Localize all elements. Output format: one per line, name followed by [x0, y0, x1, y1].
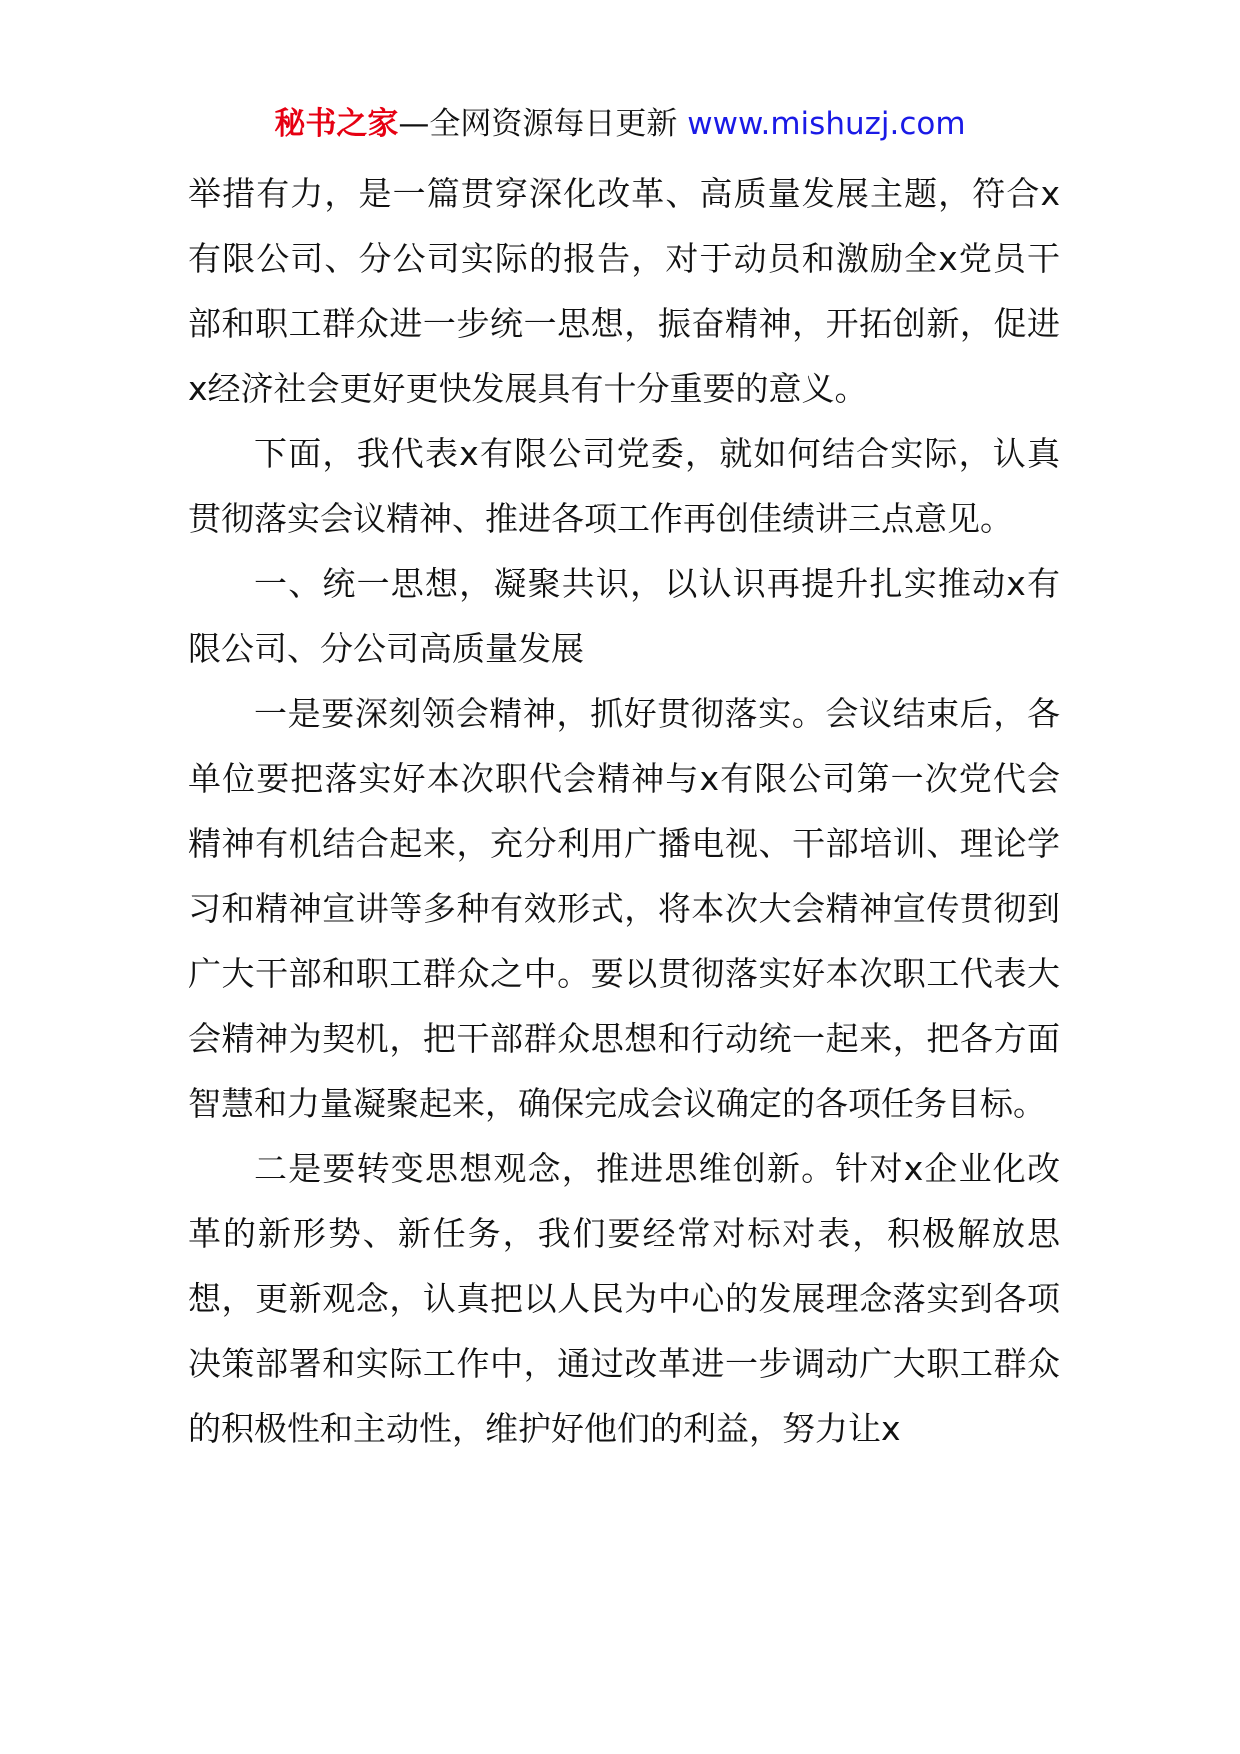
document-body: [188, 161, 1060, 1461]
site-watermark-header: [0, 102, 1240, 146]
paragraph-continued: 举措有力，是一篇贯穿深化改革、高质量发展主题，符合x有限公司、分公司实际的报告，对于动员和激励全x党员干部和职工群众进一步统一思想，振奋精神，开拓创新，促进x经济社会更好更快发展具有十分重要的意义。: [188, 174, 1060, 408]
section-heading-1: 一、统一思想，凝聚共识，以认识再提升扎实推动x有限公司、分公司高质量发展: [188, 564, 1060, 668]
paragraph-intro: 下面，我代表x有限公司党委，就如何结合实际，认真贯彻落实会议精神、推进各项工作再创佳绩讲三点意见。: [188, 434, 1060, 538]
site-url: www.mishuzj.com: [687, 106, 966, 142]
site-brand: 秘书之家: [274, 106, 399, 142]
paragraph-point-2: 二是要转变思想观念，推进思维创新。针对x企业化改革的新形势、新任务，我们要经常对标对表，积极解放思想，更新观念，认真把以人民为中心的发展理念落实到各项决策部署和实际工作中，通过改革进一步调动广大职工群众的积极性和主动性，维护好他们的利益，努力让x: [188, 1149, 1060, 1448]
paragraph-point-1: 一是要深刻领会精神，抓好贯彻落实。会议结束后，各单位要把落实好本次职代会精神与x有限公司第一次党代会精神有机结合起来，充分利用广播电视、干部培训、理论学习和精神宣讲等多种有效形式，将本次大会精神宣传贯彻到广大干部和职工群众之中。要以贯彻落实好本次职工代表大会精神为契机，把干部群众思想和行动统一起来，把各方面智慧和力量凝聚起来，确保完成会议确定的各项任务目标。: [188, 694, 1060, 1123]
site-tagline: —全网资源每日更新: [398, 106, 678, 142]
